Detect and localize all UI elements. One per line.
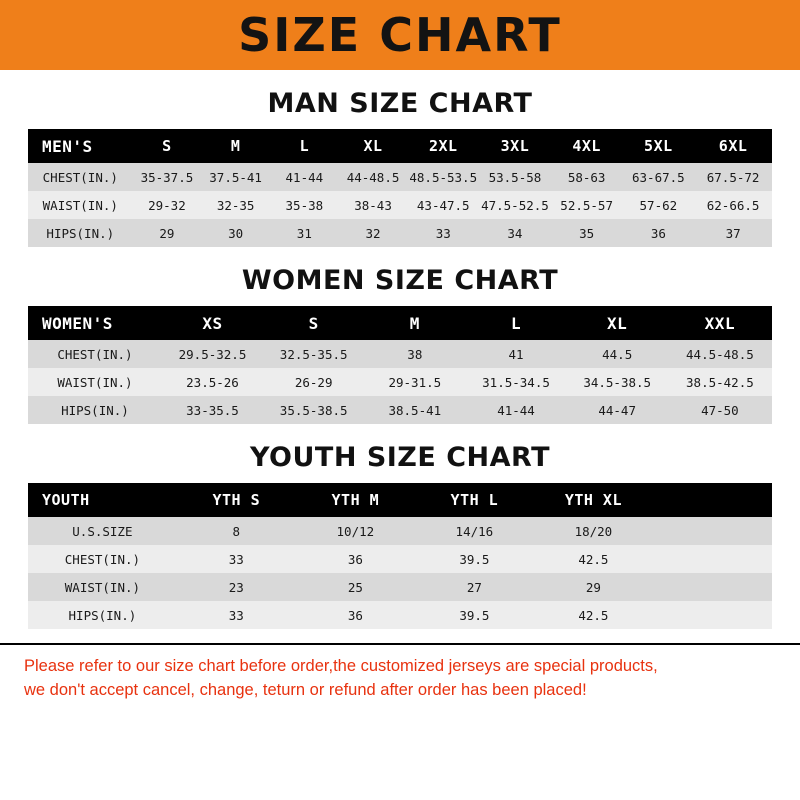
row-header: HIPS(IN.) (28, 219, 133, 247)
table-cell: 35 (551, 219, 623, 247)
table-cell: 35-38 (270, 191, 339, 219)
table-cell: 38-43 (339, 191, 408, 219)
table-women-size-chart (28, 306, 772, 424)
column-header: MEN'S (42, 136, 93, 156)
table-cell: 52.5-57 (551, 191, 623, 219)
table-cell: 39.5 (415, 545, 534, 573)
table-cell: 44.5-48.5 (668, 340, 772, 368)
column-header: M (230, 137, 241, 155)
table-cell: 43-47.5 (407, 191, 479, 219)
table-cell: 37 (694, 219, 772, 247)
table-cell: 32 (339, 219, 408, 247)
column-header: YTH M (331, 491, 380, 509)
section-title-man: MAN SIZE CHART (267, 88, 533, 119)
table-header-row (28, 306, 772, 340)
footer-note-line-2: we don't accept cancel, change, teturn or refund after order has been placed! (24, 680, 587, 699)
table-cell: 31.5-34.5 (465, 368, 566, 396)
column-header: L (510, 313, 522, 333)
column-header: WOMEN'S (42, 313, 113, 333)
table-cell: 33 (177, 601, 296, 629)
table-cell: 42.5 (534, 545, 653, 573)
table-row (28, 219, 772, 247)
column-header: XL (363, 137, 383, 155)
table-cell: 34 (479, 219, 551, 247)
table-cell: 53.5-58 (479, 163, 551, 191)
column-header: 4XL (572, 137, 601, 155)
table-cell: 47-50 (668, 396, 772, 424)
table-cell: 39.5 (415, 601, 534, 629)
column-header: YTH L (450, 491, 499, 509)
table-row (28, 191, 772, 219)
table-cell: 27 (415, 573, 534, 601)
table-header-row (28, 483, 772, 517)
table-cell: 29.5-32.5 (162, 340, 263, 368)
table-cell: 36 (623, 219, 695, 247)
column-header: XS (202, 313, 223, 333)
table-cell: 57-62 (623, 191, 695, 219)
table-cell: 44-48.5 (339, 163, 408, 191)
table-cell: 14/16 (415, 517, 534, 545)
table-header-row (28, 129, 772, 163)
table-cell: 38.5-42.5 (668, 368, 772, 396)
column-header: M (409, 313, 420, 333)
page-title: SIZE CHART (238, 8, 562, 62)
table-cell: 67.5-72 (694, 163, 772, 191)
table-cell: 41-44 (270, 163, 339, 191)
table-cell: 35-37.5 (133, 163, 202, 191)
table-row (28, 368, 772, 396)
table-cell: 29 (534, 573, 653, 601)
column-header: YOUTH (42, 491, 90, 509)
table-cell: 38 (364, 340, 465, 368)
table-cell (653, 517, 772, 545)
table-row (28, 601, 772, 629)
table-cell: 42.5 (534, 601, 653, 629)
table-cell: 35.5-38.5 (263, 396, 364, 424)
table-cell: 29-31.5 (364, 368, 465, 396)
table-cell: 47.5-52.5 (479, 191, 551, 219)
table-cell: 31 (270, 219, 339, 247)
column-header: S (162, 137, 172, 155)
column-header: 6XL (718, 137, 748, 155)
table-row (28, 396, 772, 424)
table-youth-size-chart (28, 483, 772, 629)
table-cell: 30 (201, 219, 270, 247)
row-header: WAIST(IN.) (28, 573, 177, 601)
row-header: CHEST(IN.) (28, 340, 162, 368)
table-cell: 34.5-38.5 (567, 368, 668, 396)
table-cell: 32.5-35.5 (263, 340, 364, 368)
table-cell: 23.5-26 (162, 368, 263, 396)
column-header: XL (607, 313, 628, 333)
column-header: YTH S (212, 491, 261, 509)
footer-note-line-1: Please refer to our size chart before order,the customized jerseys are special products, (24, 657, 658, 675)
table-cell: 18/20 (534, 517, 653, 545)
table-row (28, 573, 772, 601)
table-row (28, 163, 772, 191)
table-cell: 23 (177, 573, 296, 601)
page-banner (0, 0, 800, 70)
table-cell: 10/12 (296, 517, 415, 545)
table-cell: 25 (296, 573, 415, 601)
table-cell: 38.5-41 (364, 396, 465, 424)
table-cell: 41-44 (465, 396, 566, 424)
row-header: CHEST(IN.) (28, 545, 177, 573)
section-man (0, 88, 800, 247)
row-header: WAIST(IN.) (28, 368, 162, 396)
table-cell: 36 (296, 545, 415, 573)
table-row (28, 545, 772, 573)
table-row (28, 340, 772, 368)
section-title-women: WOMEN SIZE CHART (241, 265, 559, 296)
table-cell: 41 (465, 340, 566, 368)
column-header: 5XL (644, 137, 673, 155)
table-man-size-chart (28, 129, 772, 247)
table-cell: 33 (177, 545, 296, 573)
table-cell: 33 (407, 219, 479, 247)
table-cell: 44.5 (567, 340, 668, 368)
table-row (28, 517, 772, 545)
table-cell: 32-35 (201, 191, 270, 219)
table-cell: 37.5-41 (201, 163, 270, 191)
table-cell: 26-29 (263, 368, 364, 396)
table-cell: 58-63 (551, 163, 623, 191)
row-header: CHEST(IN.) (28, 163, 133, 191)
column-header: YTH XL (564, 491, 622, 509)
table-cell: 29-32 (133, 191, 202, 219)
row-header: HIPS(IN.) (28, 396, 162, 424)
column-header (653, 483, 772, 517)
row-header: U.S.SIZE (28, 517, 177, 545)
table-cell (653, 573, 772, 601)
column-header: 2XL (428, 137, 458, 155)
table-cell: 62-66.5 (694, 191, 772, 219)
table-cell (653, 601, 772, 629)
column-header: 3XL (500, 137, 530, 155)
row-header: WAIST(IN.) (28, 191, 133, 219)
section-women (0, 265, 800, 424)
section-title-youth: YOUTH SIZE CHART (249, 442, 551, 473)
table-cell: 36 (296, 601, 415, 629)
table-cell: 44-47 (567, 396, 668, 424)
table-cell: 29 (133, 219, 202, 247)
table-cell: 8 (177, 517, 296, 545)
table-cell: 33-35.5 (162, 396, 263, 424)
footer-note (0, 643, 800, 703)
column-header: XXL (704, 313, 736, 333)
section-youth (0, 442, 800, 629)
column-header: S (308, 313, 319, 333)
table-cell (653, 545, 772, 573)
table-cell: 63-67.5 (623, 163, 695, 191)
table-cell: 48.5-53.5 (407, 163, 479, 191)
row-header: HIPS(IN.) (28, 601, 177, 629)
column-header: L (299, 137, 310, 155)
